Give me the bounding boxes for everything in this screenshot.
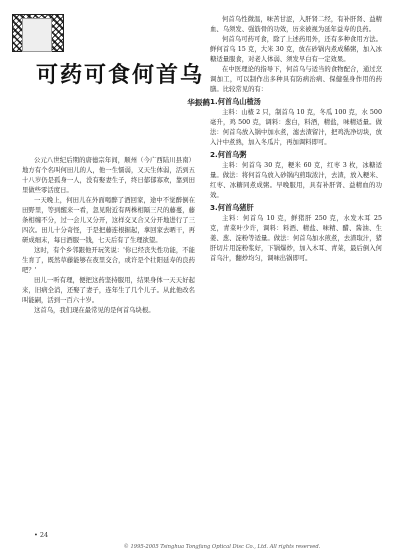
page-number: • 24 — [34, 531, 48, 539]
article-title: 可药可食何首乌 — [35, 63, 204, 88]
article-author: 华振鹤 — [187, 98, 210, 107]
recipe-heading: 1.何首乌山楂汤 — [210, 97, 261, 106]
recipe-body: 主料：何首乌 10 克，鲜猪肝 250 克，水发木耳 25 克，青菜叶少许，调料：料酒、精盐、味精、醋、酱油、生姜、葱、淀粉等适量。做法：何首乌加水煎煮，去渣取汁，猪肝切片用淀粉浆好，下锅爆炒，加入木耳、青菜，最后倒入何首乌汁，翻炒均匀，调味出锅即可。 — [210, 215, 382, 262]
left-paragraph: 这时，有个乡邻跟他开玩笑说：'你已经丧失性功能，不能生育了，既然草藤能够在夜里交合，或许是个壮阳延寿的良药吧？' — [22, 247, 195, 274]
right-text-column — [210, 15, 382, 515]
left-paragraph: 这首乌，我们现在最常见的是何首乌块根。 — [34, 307, 155, 314]
decorative-pattern-inset — [22, 18, 52, 52]
left-paragraph: 公元八世纪后期的唐德宗年间，顺州（今广西陆川县南）地方有个名叫何田儿的人，他一生懦弱，又天生体弱，活到五十八岁仍是孤身一人，没有娶妻生子，终日郁郁寡欢，靠到田里做些零活度日。 — [22, 157, 195, 194]
recipes-intro: 在中医理论的指导下，何首乌与适当的食物配合，通过烹调加工，可以制作出多种具有防病治病、保健强身作用的药膳。比较常见的有： — [210, 66, 382, 93]
left-paragraph: 一天晚上，何田儿在外面喝醉了酒回家，途中不觉醉倒在田野里，等到醒来一看，忽见附近有两株相隔三尺的藤蔓，藤条相缠不分，过一会儿又分开，这样交叉合又分开地进行了三四次。田儿十分奇怪，于是把藤连根掘起，拿回家去晒干，再研成细末，每日酒服一钱，七天后有了生理欲望。 — [22, 197, 195, 244]
right-paragraph: 何首乌可药可食，除了上述药用外，还有多种食用方法。鲜何首乌 15 克，大米 30 克，放在砂锅内煮成稀粥，加入冰糖适量服食，对老人体弱、须发早白有一定效果。 — [210, 36, 382, 63]
right-paragraph: 何首乌性微温，味苦甘涩，入肝肾二经，有补肝肾、益精血、乌须发、强筋骨的功效，历来被视为延年益寿的良药。 — [210, 16, 382, 33]
recipe-body: 主料：何首乌 30 克，粳米 60 克，红枣 3 枚，冰糖适量。做法：将何首乌放入砂锅内煎取浓汁，去渣，放入粳米、红枣、冰糖同煮成粥。早晚服用，具有补肝肾、益精血的功效。 — [210, 162, 382, 199]
recipe-heading: 3.何首乌猪肝 — [210, 203, 254, 212]
left-paragraph: 田儿一听有理，便把这药坚持服用，结果身体一天天好起来，旧病全消，还娶了妻子，连年生了几个儿子。从此他改名叫能嗣，活到一百六十岁。 — [22, 277, 195, 304]
recipe-body: 主料：山楂 2 只，制首乌 10 克，冬瓜 100 克，水 500 毫升，鸡 500 克，调料：葱白，料酒，精盐，味精适量。做法：何首乌放入锅中加水煮，滤去渣留汁，把鸡洗净切块，放入汁中煮熟，加入冬瓜片，再加调料即可。 — [210, 109, 382, 146]
recipe-heading: 2.何首乌粥 — [210, 150, 247, 159]
left-text-column — [22, 156, 195, 528]
copyright-footer: © 1995-2005 Tsinghua Tongfang Optical Disc Co., Ltd. All rights reserved. — [123, 544, 321, 550]
